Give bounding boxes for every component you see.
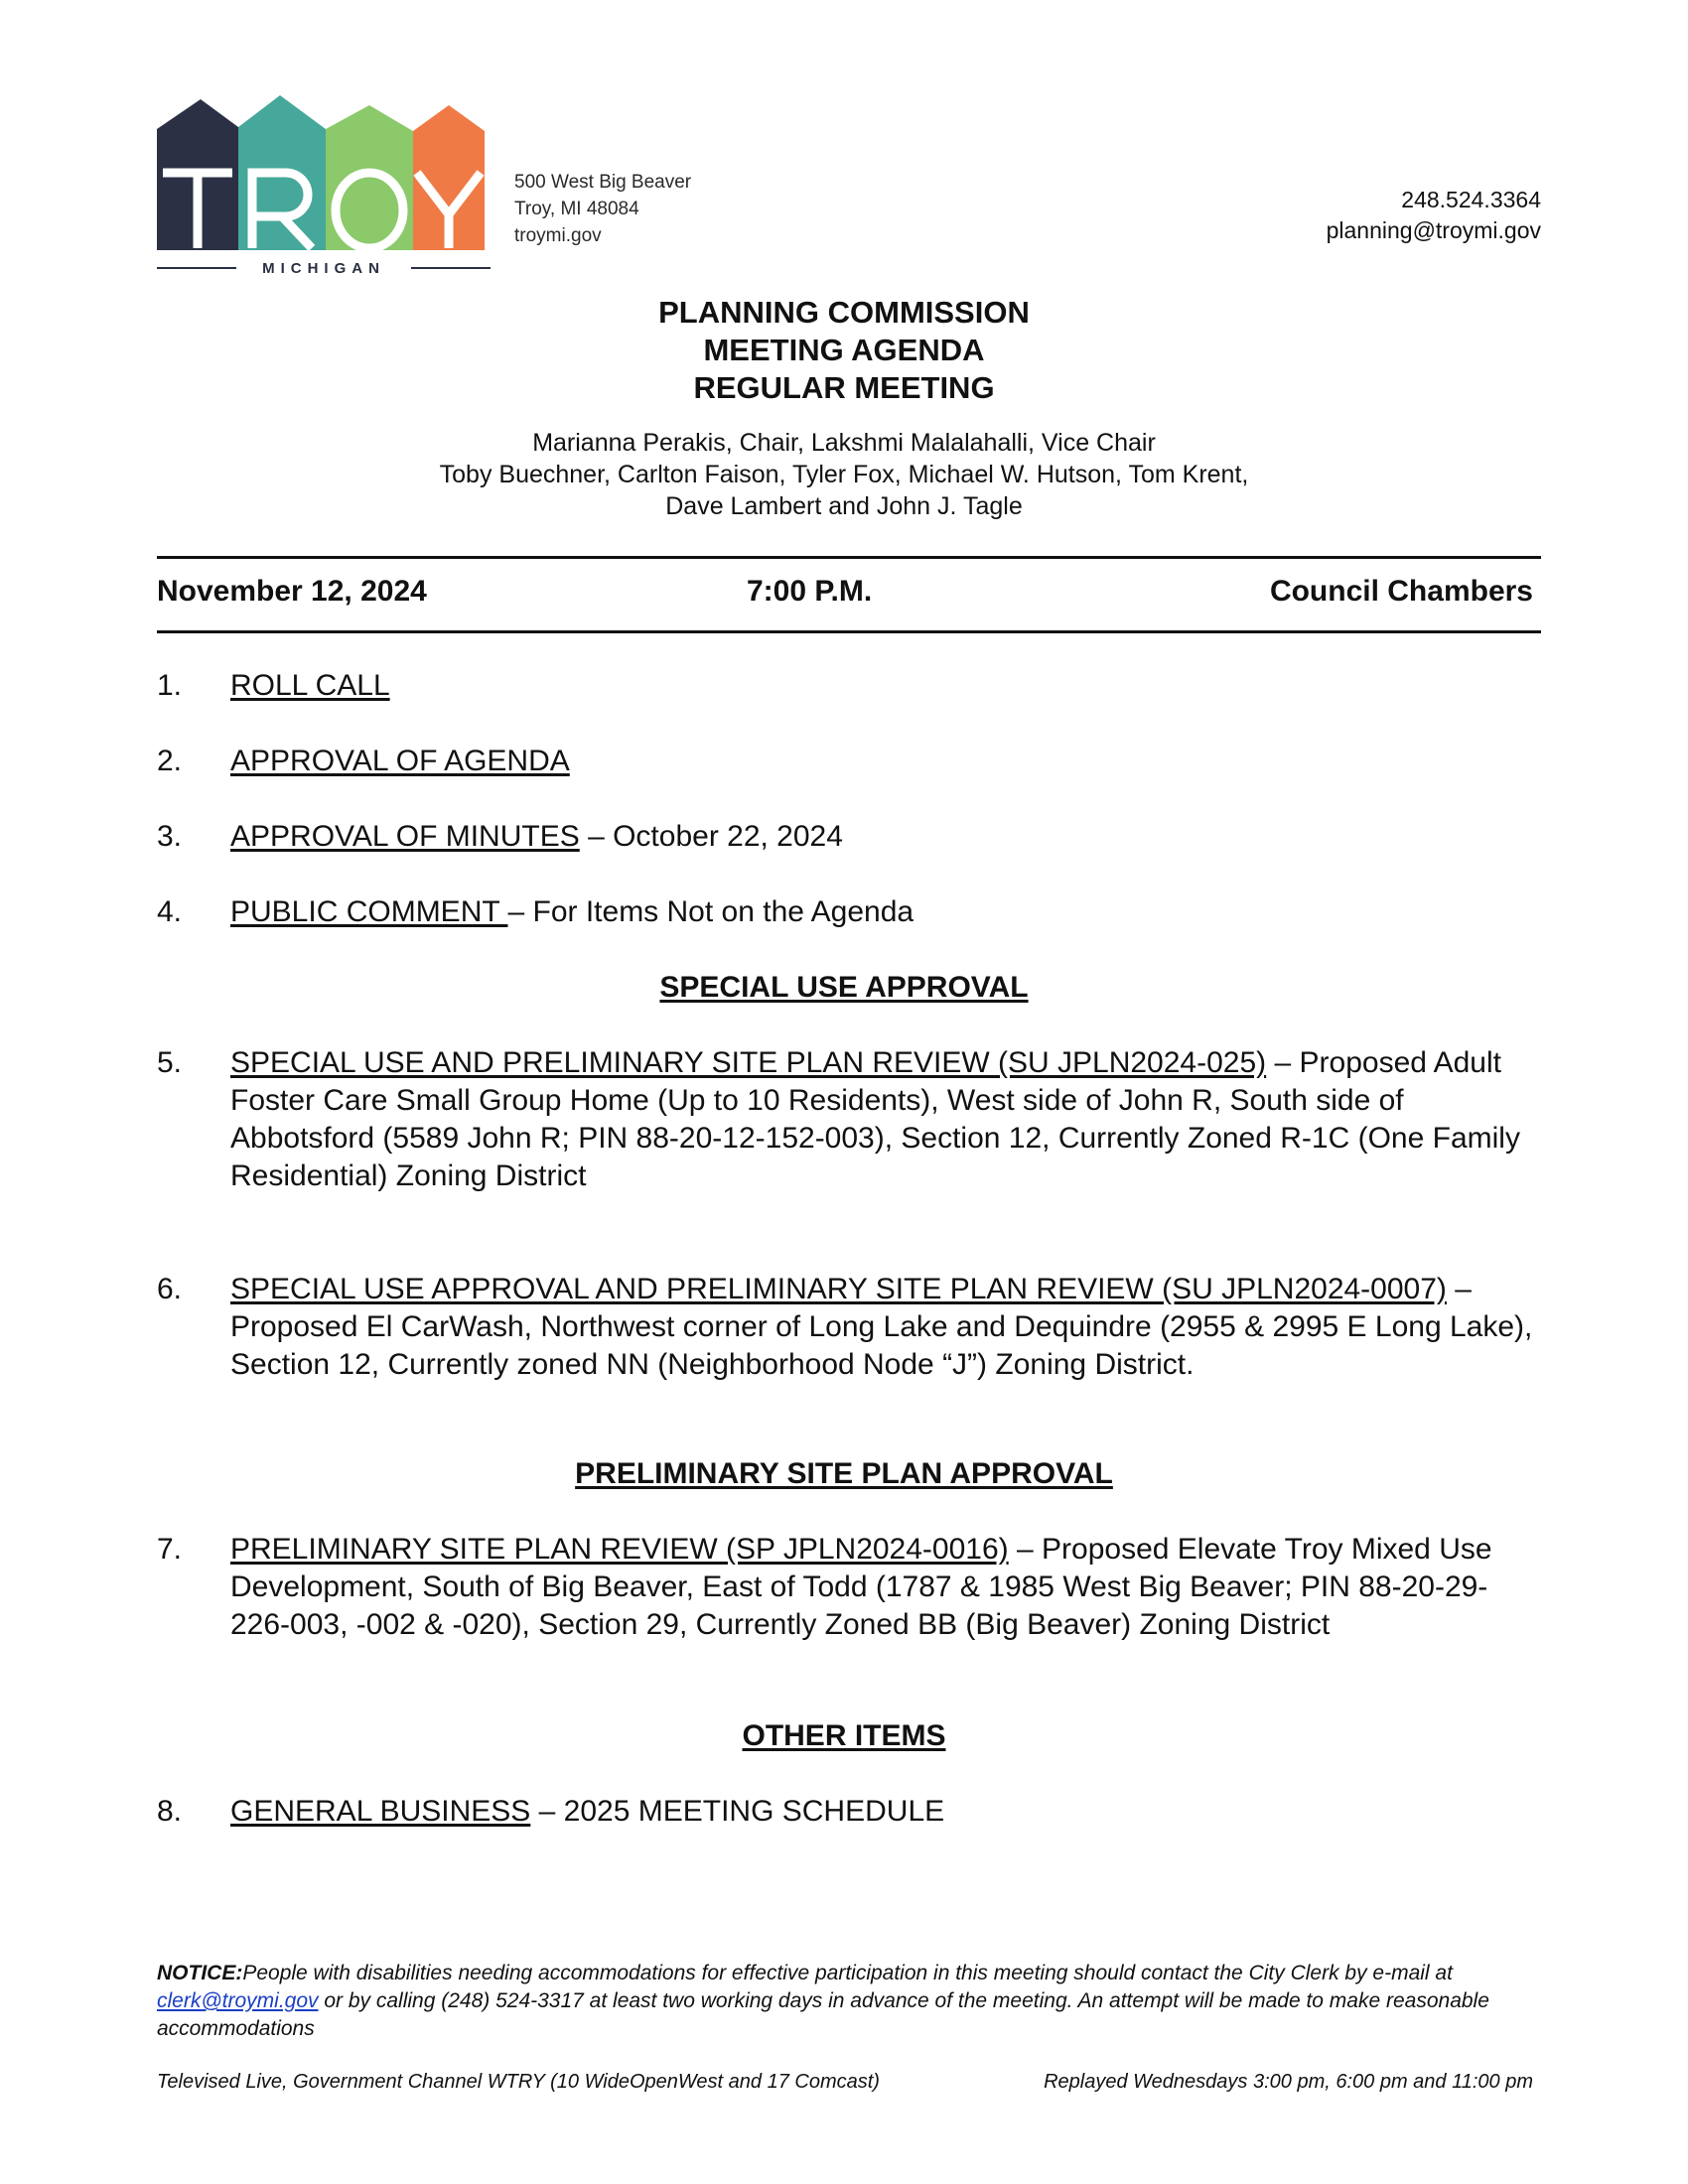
item-number: 5.	[157, 1046, 183, 1079]
item-title: PUBLIC COMMENT	[230, 895, 508, 928]
title-line-2: MEETING AGENDA	[703, 333, 985, 367]
clerk-email-link[interactable]: clerk@troymi.gov	[157, 1989, 319, 2012]
members-line-1: Marianna Perakis, Chair, Lakshmi Malalahalli, Vice Chair	[532, 429, 1156, 457]
meeting-time: 7:00 P.M.	[747, 575, 873, 608]
item-title: APPROVAL OF MINUTES	[230, 820, 580, 853]
section-heading-preliminary: PRELIMINARY SITE PLAN APPROVAL	[575, 1457, 1113, 1490]
item-title: PRELIMINARY SITE PLAN REVIEW (SP JPLN2024-0016)	[230, 1533, 1009, 1566]
item-number: 8.	[157, 1795, 183, 1828]
contact-block	[1327, 185, 1541, 246]
agenda-title	[0, 294, 1688, 407]
item-detail: – October 22, 2024	[579, 820, 843, 853]
item-number: 2.	[157, 745, 183, 777]
troy-logo	[157, 91, 491, 274]
phone-number: 248.524.3364	[1401, 187, 1541, 212]
item-detail: – 2025 MEETING SCHEDULE	[530, 1795, 945, 1828]
item-detail: – For Items Not on the Agenda	[507, 895, 914, 928]
agenda-item	[157, 1531, 1537, 1644]
accessibility-notice	[157, 1960, 1547, 2043]
divider-bottom	[157, 630, 1541, 633]
item-number: 7.	[157, 1533, 183, 1566]
agenda-item	[157, 743, 1537, 780]
address-block	[514, 169, 691, 249]
item-detail: – Proposed El CarWash, Northwest corner of Long Lake and Dequindre (2955 & 2995 E Long Lake), Section 12, Currently zoned NN (Neighborhood Node “J”) Zoning District.	[230, 1273, 1533, 1381]
logo-subword: MICHIGAN	[262, 260, 385, 274]
members-line-2: Toby Buechner, Carlton Faison, Tyler Fox, Michael W. Hutson, Tom Krent,	[439, 461, 1249, 488]
section-heading-special-use: SPECIAL USE APPROVAL	[659, 971, 1029, 1004]
meeting-location: Council Chambers	[1269, 575, 1533, 608]
title-line-3: REGULAR MEETING	[693, 370, 995, 405]
item-title: APPROVAL OF AGENDA	[230, 745, 570, 777]
meeting-date: November 12, 2024	[157, 575, 427, 608]
agenda-item	[157, 1044, 1537, 1195]
item-title: ROLL CALL	[230, 669, 390, 702]
notice-text-1: People with disabilities needing accommodations for effective participation in this meeting should contact the City Clerk by e-mail at	[242, 1962, 1453, 1984]
item-title: SPECIAL USE APPROVAL AND PRELIMINARY SITE PLAN REVIEW (SU JPLN2024-0007)	[230, 1273, 1447, 1305]
item-title: SPECIAL USE AND PRELIMINARY SITE PLAN REVIEW (SU JPLN2024-025)	[230, 1046, 1267, 1079]
address-line-street: 500 West Big Beaver	[514, 172, 692, 193]
notice-text-2: or by calling (248) 524-3317 at least two working days in advance of the meeting. An attempt will be made to make reasonable accommodations	[157, 1989, 1489, 2040]
item-number: 1.	[157, 669, 183, 702]
commission-members	[0, 427, 1688, 522]
item-title: GENERAL BUSINESS	[230, 1795, 531, 1828]
agenda-item	[157, 1793, 1537, 1831]
item-number: 6.	[157, 1273, 183, 1305]
meeting-info-row	[157, 574, 1533, 610]
agenda-item	[157, 893, 1537, 931]
divider-top	[157, 556, 1541, 559]
planning-email[interactable]: planning@troymi.gov	[1326, 217, 1541, 243]
item-detail: – Proposed Elevate Troy Mixed Use Development, South of Big Beaver, East of Todd (1787 & 1985 West Big Beaver; PIN 88-20-29-226-003, -002 & -020), Section 29, Currently Zoned BB (Big Beaver) Zoning District	[230, 1533, 1492, 1641]
item-number: 3.	[157, 820, 183, 853]
footer-replayed: Replayed Wednesdays 3:00 pm, 6:00 pm and 11:00 pm	[1044, 2071, 1533, 2093]
item-detail: – Proposed Adult Foster Care Small Group Home (Up to 10 Residents), West side of John R, South side of Abbotsford (5589 John R; PIN 88-20-12-152-003), Section 12, Currently Zoned R-1C (One Family Residential) Zoning District	[230, 1046, 1520, 1192]
address-line-website[interactable]: troymi.gov	[514, 225, 602, 246]
footer-televised: Televised Live, Government Channel WTRY (10 WideOpenWest and 17 Comcast)	[157, 2071, 880, 2093]
section-heading-other: OTHER ITEMS	[742, 1719, 946, 1752]
agenda-item	[157, 667, 1537, 705]
notice-label: NOTICE:	[157, 1962, 243, 1984]
title-line-1: PLANNING COMMISSION	[658, 295, 1030, 330]
broadcast-footer	[157, 2069, 1533, 2095]
agenda-item	[157, 818, 1537, 856]
address-line-city: Troy, MI 48084	[514, 199, 639, 219]
members-line-3: Dave Lambert and John J. Tagle	[665, 492, 1023, 520]
item-number: 4.	[157, 895, 183, 928]
agenda-item	[157, 1271, 1537, 1384]
